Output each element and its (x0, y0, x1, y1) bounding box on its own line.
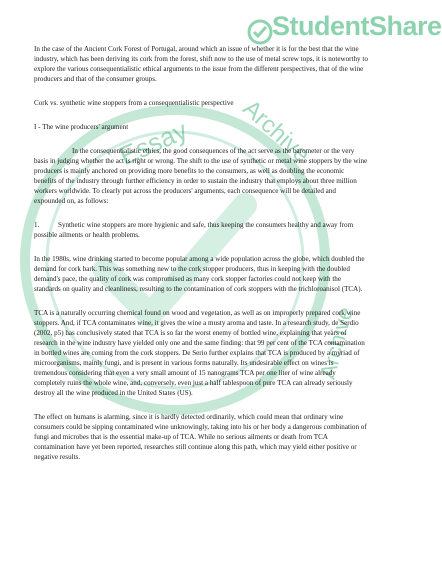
paragraph-intro: In the case of the Ancient Cork Forest of Portugal, around which an issue of whether it is for the best that the wine industry, which has been deriving its cork from the forest, shift now to the use of metal screw tops, it is noteworthy to explore the various consequentialistic ethical arguments to the issue from the different perspectives, that of the wine producers and that of the consumer groups. (34, 45, 368, 83)
list-marker: 1. (34, 221, 40, 229)
watermark-brand: StudentShare (272, 11, 442, 41)
section-heading: Cork vs. synthetic wine stoppers from a consequentialistic perspective (34, 99, 234, 107)
watermark-archive-text: Archive (237, 94, 316, 169)
watermark-archive-text-lower: Archive (314, 304, 358, 382)
watermark-essay-text: Essay (114, 114, 192, 172)
paragraph-effect-on-humans: The effect on humans is alarming, since it is hardly detected ordinarily, which could mean that ordinary wine consumers could be sipping contaminated wine unknowingly, taking into his or her body a dangerous combination of fungi and microbes that is the essential make-up of TCA. While no serious ailments or death from TCA contamination have yet been reported, researches still continue along this path, which may yield either positive or negative results. (34, 413, 367, 461)
paragraph-consequentialism: In the consequentialistic ethics, the good consequences of the act serve as the barometer or the very basis in judging whether the act is right or wrong. The shift to the use of synthetic or metal wine stoppers by the wine producers is mainly anchored on providing more benefits to the consumers, as well as doubling the economic benefits of the industry through further efficiency in order to sustain the industry that employs about three million workers worldwide. To clearly put across the producers' arguments, each consequence will be detailed and expounded on, as follows: (34, 147, 368, 205)
document-body (34, 44, 368, 462)
subsection-heading: I - The wine producers' argument (34, 123, 129, 131)
list-item-1 (34, 220, 368, 240)
paragraph-tca: TCA is a naturally occurring chemical found on wood and vegetation, as well as on improperly prepared cork wine stoppers. And, if TCA contaminates wine, it gives the wine a musty aroma and taste. In a research study, de Serdio (2002, p5) has conclusively stated that TCA is so far the worst enemy of bottled wine, explaining that years of research in the wine industry have yielded only one and the same finding: that 99 per cent of the TCA contamination in bottled wines are coming from the cork stoppers. De Serio further explains that TCA is produced by a myriad of microorganisms, mainly fungi, and is present in various forms naturally. Its undesirable effect on wines is tremendous considering that even a very small amount of 15 nanograms TCA per one liter of wine already completely ruins the whole wine, and, conversely, even just a half tablespoon of pure TCA can already seriously destroy all the wine produced in the United States (US). (34, 309, 365, 397)
paragraph-1980s: In the 1980s, wine drinking started to become popular among a wide population across the globe, which doubled the demand for cork bark. This was something new to the cork stopper producers, thus in keeping with the doubled demand's pace, the quality of cork was compromised as many cork stopper factories could not keep with the standards on quality and cleanliness, resulting to the contamination of cork stoppers with the trichloroanisol (TCA). (34, 255, 365, 293)
list-item-text: Synthetic wine stoppers are more hygienic and safe, thus keeping the consumers healthy and away from possible ailments or health problems. (34, 221, 354, 239)
